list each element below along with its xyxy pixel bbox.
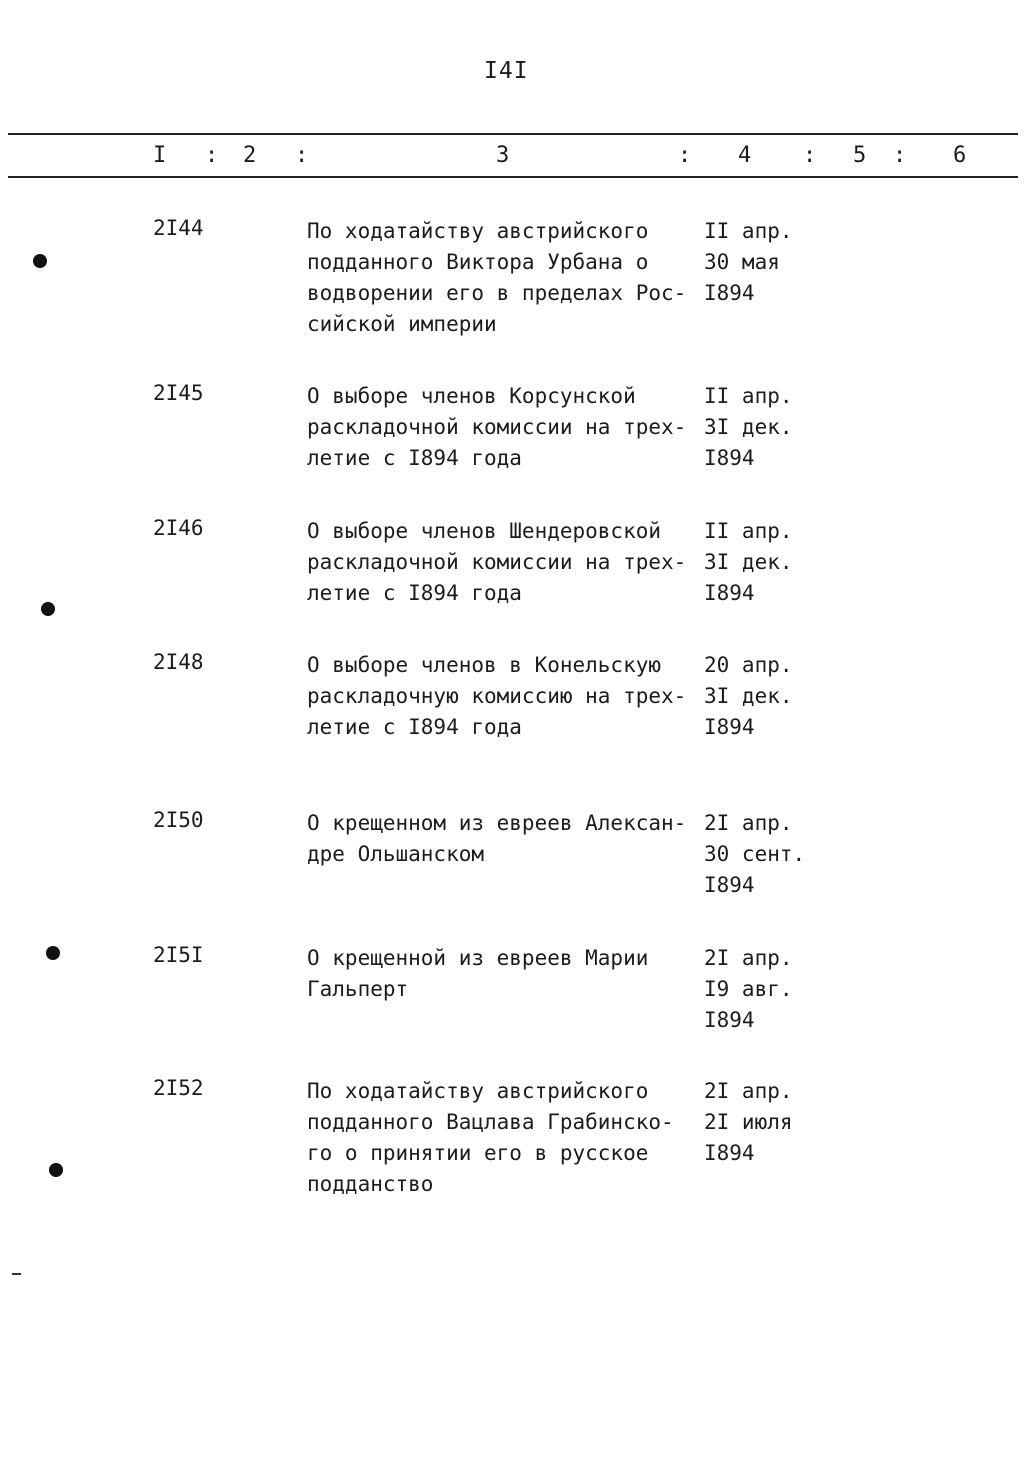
date-end: 30 сент.	[704, 842, 806, 866]
record-dates	[704, 1076, 824, 1169]
date-year: I894	[704, 1008, 755, 1032]
date-year: I894	[704, 1141, 755, 1165]
record-title	[307, 650, 702, 743]
column-header-1: I	[153, 143, 167, 168]
punch-hole	[33, 254, 47, 268]
record-dates	[704, 216, 824, 309]
column-header-4: 4	[738, 143, 752, 168]
record-number: 2I46	[153, 516, 204, 540]
margin-mark	[12, 1273, 21, 1275]
record-dates	[704, 808, 824, 901]
record-title-line: сийской империи	[307, 312, 497, 336]
date-start: II апр.	[704, 519, 793, 543]
record-title-line: О выборе членов Шендеровской	[307, 519, 662, 543]
date-end: 30 мая	[704, 250, 780, 274]
date-end: 2I июля	[704, 1110, 793, 1134]
record-title-line: По ходатайству австрийского	[307, 219, 649, 243]
date-year: I894	[704, 715, 755, 739]
record-title-line: По ходатайству австрийского	[307, 1079, 649, 1103]
record-title	[307, 1076, 702, 1200]
record-title	[307, 516, 702, 609]
punch-hole	[41, 602, 55, 616]
column-separator: :	[205, 143, 219, 168]
record-title-line: водворении его в пределах Рос-	[307, 281, 687, 305]
record-title-line: О выборе членов Корсунской	[307, 384, 636, 408]
column-separator: :	[803, 143, 817, 168]
record-number: 2I44	[153, 216, 204, 240]
record-title	[307, 943, 702, 1005]
record-number: 2I50	[153, 808, 204, 832]
column-separator: :	[678, 143, 692, 168]
header-rule-bottom	[8, 176, 1018, 178]
record-title-line: раскладочной комиссии на трех-	[307, 415, 687, 439]
record-title-line: го о принятии его в русское	[307, 1141, 649, 1165]
column-header-3: 3	[496, 143, 510, 168]
punch-hole	[49, 1163, 63, 1177]
page-number: I4I	[484, 58, 529, 84]
record-title	[307, 808, 702, 870]
date-year: I894	[704, 446, 755, 470]
column-separator: :	[893, 143, 907, 168]
record-number: 2I52	[153, 1076, 204, 1100]
record-dates	[704, 650, 824, 743]
date-end: 3I дек.	[704, 415, 793, 439]
column-header-2: 2	[243, 143, 257, 168]
record-title-line: летие с I894 года	[307, 715, 522, 739]
header-rule-top	[8, 133, 1018, 135]
record-title-line: Гальперт	[307, 977, 409, 1001]
record-number: 2I48	[153, 650, 204, 674]
record-title-line: подданного Виктора Урбана о	[307, 250, 649, 274]
record-title-line: О крещенном из евреев Алексан-	[307, 811, 687, 835]
date-end: 3I дек.	[704, 550, 793, 574]
record-dates	[704, 516, 824, 609]
record-title-line: О выборе членов в Конельскую	[307, 653, 662, 677]
record-title-line: раскладочной комиссии на трех-	[307, 550, 687, 574]
date-end: I9 авг.	[704, 977, 793, 1001]
date-start: 2I апр.	[704, 811, 793, 835]
record-title-line: раскладочную комиссию на трех-	[307, 684, 687, 708]
record-number: 2I5I	[153, 943, 204, 967]
record-number: 2I45	[153, 381, 204, 405]
record-title-line: подданного Вацлава Грабинско-	[307, 1110, 674, 1134]
punch-hole	[46, 946, 60, 960]
record-title	[307, 381, 702, 474]
date-year: I894	[704, 581, 755, 605]
record-title-line: О крещенной из евреев Марии	[307, 946, 649, 970]
record-title-line: дре Ольшанском	[307, 842, 485, 866]
date-start: 2I апр.	[704, 946, 793, 970]
record-dates	[704, 943, 824, 1036]
date-year: I894	[704, 281, 755, 305]
date-year: I894	[704, 873, 755, 897]
column-header-6: 6	[953, 143, 967, 168]
record-title-line: летие с I894 года	[307, 581, 522, 605]
date-start: II апр.	[704, 384, 793, 408]
column-header-5: 5	[853, 143, 867, 168]
column-separator: :	[295, 143, 309, 168]
date-start: II апр.	[704, 219, 793, 243]
record-dates	[704, 381, 824, 474]
record-title-line: летие с I894 года	[307, 446, 522, 470]
date-start: 2I апр.	[704, 1079, 793, 1103]
record-title-line: подданство	[307, 1172, 434, 1196]
date-start: 20 апр.	[704, 653, 793, 677]
record-title	[307, 216, 702, 340]
date-end: 3I дек.	[704, 684, 793, 708]
